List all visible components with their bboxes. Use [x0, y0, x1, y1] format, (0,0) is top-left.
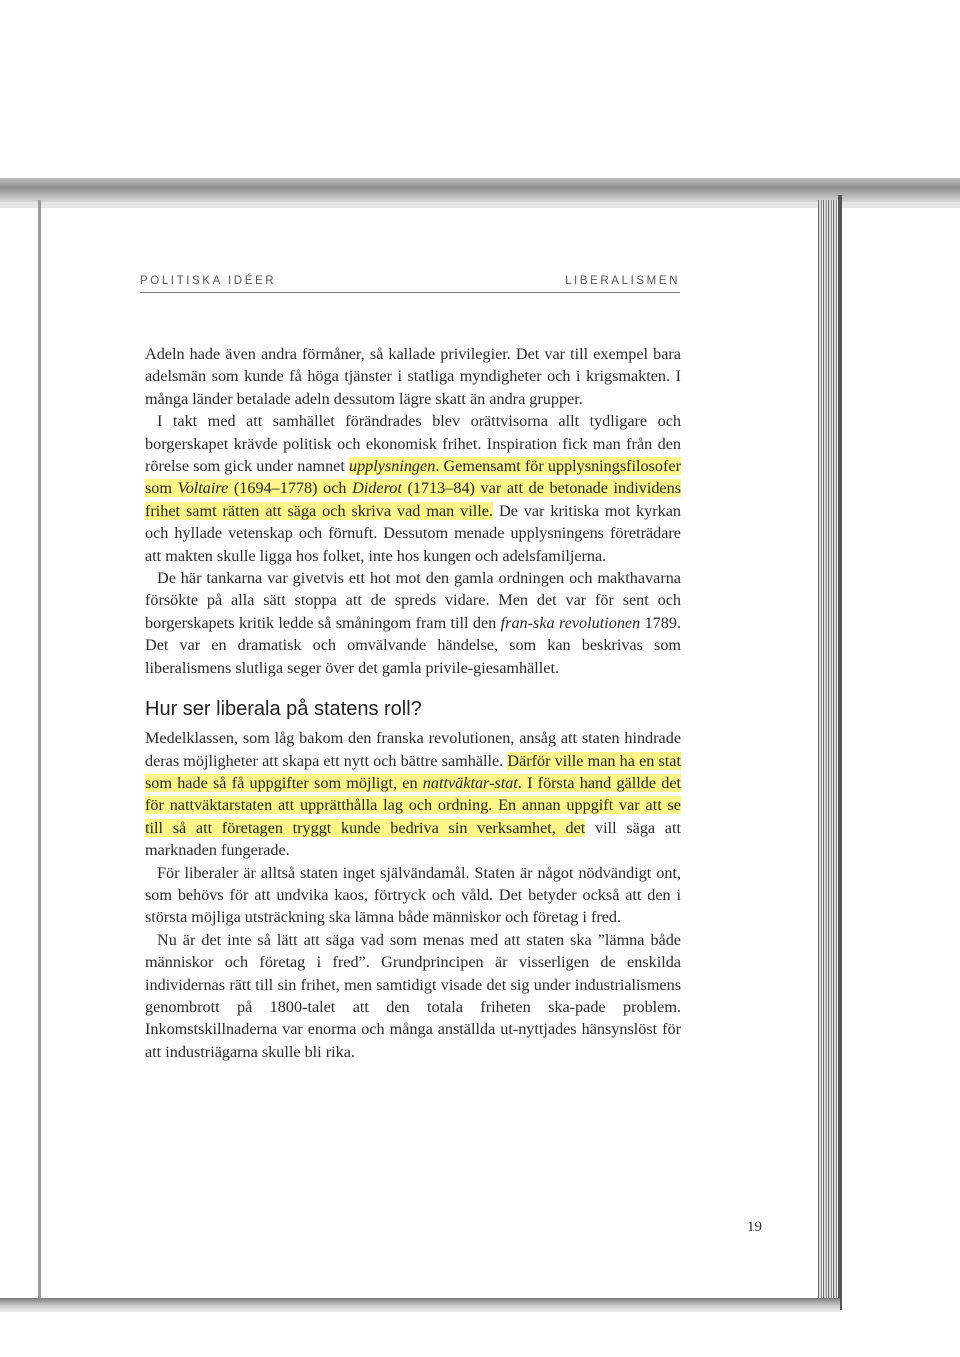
p2-text-e: (1694–1778) och	[228, 479, 353, 498]
header-right: LIBERALISMEN	[565, 275, 680, 287]
p2-text-c: . Gemensamt för upplysningsfilosofer som	[145, 457, 681, 498]
p3-text-a: De här tankarna var givetvis ett hot mot den gamla ordningen och makthavarna försökte på alla sätt stoppa att de spreds vidare. Men det var för sent och borgerskapets kritik ledde så småningom fram till den	[145, 569, 681, 632]
paragraph-6: Nu är det inte så lätt att säga vad som menas med att staten ska ”lämna både människor och företag i fred”. Grundprincipen är visserligen de enskilda individernas rätt till sin frihet, men samtidigt visade det sig under industrialismens genombrott på 1800-talet att den totala friheten ska-pade problem. Inkomstskillnaderna var enorma och många anställda ut-nyttjades hänsynslöst för att industriägarna skulle bli rika.	[145, 930, 681, 1061]
header-left: POLITISKA IDÉER	[140, 275, 277, 287]
header-rule	[140, 292, 680, 293]
name-voltaire: Voltaire	[177, 479, 229, 498]
paragraph-1: Adeln hade även andra förmåner, så kallade privilegier. Det var till exempel bara adelsmän som kunde få höga tjänster i statliga myndigheter och i krigsmakten. I många länder betalade adeln dessutom lägre skatt än andra grupper.	[145, 345, 681, 408]
paragraph-5: För liberaler är alltså staten inget självändamål. Staten är något nödvändigt ont, som behövs för att undvika kaos, förtryck och våld. Det betyder också att den i största möjliga utsträckning ska lämna både människor och företag i fred.	[145, 863, 681, 927]
p2-text-h: De var kritiska mot kyrkan och hyllade vetenskap och förnuft. Dessutom menade upplysningens företrädare att makten skulle ligga hos folket, inte hos kungen och adelsfamiljerna.	[145, 501, 681, 565]
page-stack-shadow	[838, 195, 842, 1310]
body-text	[145, 343, 681, 1063]
scan-edge-top	[0, 178, 960, 202]
page-number: 19	[747, 1219, 762, 1235]
p4-text-a: Medelklassen, som låg bakom den franska revolutionen, ansåg att staten hindrade deras möjligheter att skapa ett nytt och bättre samhälle.	[145, 729, 681, 770]
term-nattvaktarstat: nattväktar-stat	[422, 773, 518, 792]
term-upplysningen: upplysningen	[348, 457, 436, 476]
scan-edge-bottom	[0, 1298, 840, 1312]
p4-text-d: . I första hand gällde det för nattväktarstaten att upprätthålla lag och ordning. En annan uppgift var att se till så att företagen tryggt kunde bedriva sin verksamhet, det	[145, 773, 681, 837]
page-stack-edge	[818, 200, 838, 1310]
book-page	[41, 208, 818, 1298]
p3-text-c: 1789. Det var en dramatisk och omvälvande händelse, som kan beskrivas som liberalismens slutliga seger över det gamla privile-giesamhället.	[145, 613, 681, 677]
p2-text-g: (1713–84) var att de betonade individens frihet samt rätten att säga och skriva vad man ville.	[145, 479, 681, 520]
p4-text-e: vill säga att marknaden fungerade.	[145, 818, 681, 860]
p2-text-a: I takt med att samhället förändrades blev orättvisorna allt tydligare och borgerskapet krävde politisk och ekonomisk frihet. Inspiration fick man från den rörelse som gick under namnet	[145, 412, 681, 476]
p4-text-b: Därför ville man ha en stat som hade så få uppgifter som möjligt, en	[145, 751, 681, 792]
name-diderot: Diderot	[352, 479, 402, 498]
term-franska-revolutionen: fran-ska revolutionen	[500, 613, 641, 632]
paragraph-2	[145, 410, 681, 567]
paragraph-4	[145, 727, 681, 861]
paragraph-3	[145, 567, 681, 679]
section-heading: Hur ser liberala på statens roll?	[145, 698, 422, 721]
